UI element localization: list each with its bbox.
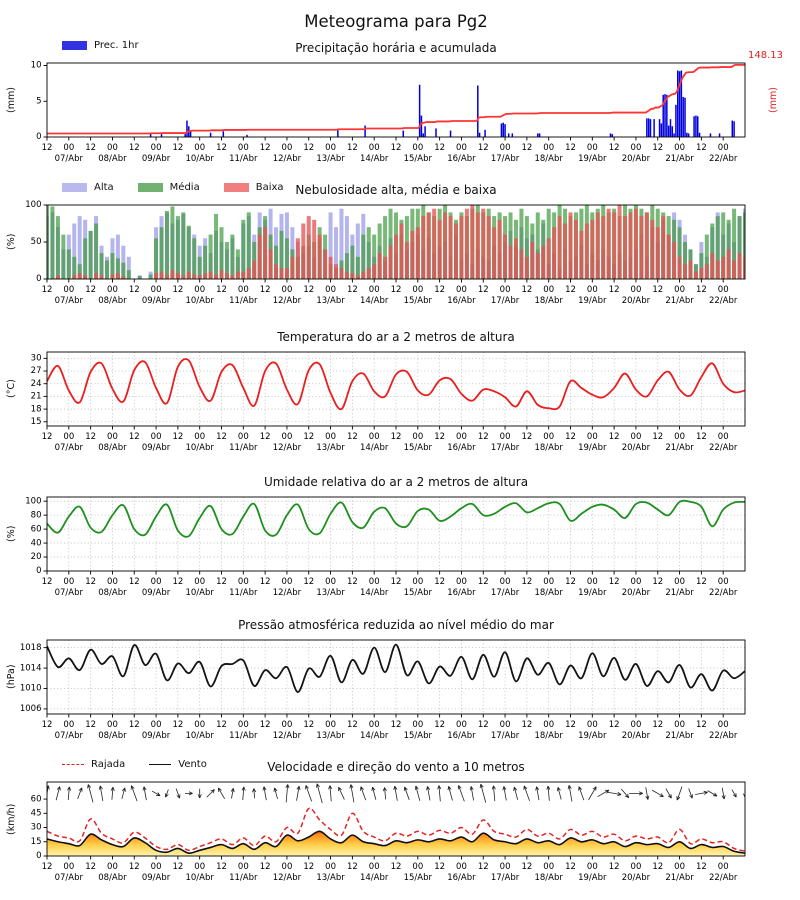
legend-item-baixa: [224, 182, 284, 193]
legend-item-alta: [62, 182, 114, 193]
vento-solid-line-icon: [149, 764, 171, 765]
legend-label-rajada: Rajada: [91, 759, 126, 770]
page-title: Meteograma para Pg2: [304, 12, 488, 31]
legend-wind: [62, 759, 207, 770]
legend-label-alta: Alta: [94, 182, 114, 193]
subplot-title-wind: Velocidade e direção do vento a 10 metros: [267, 760, 525, 774]
cloudiness-chart-canvas: [0, 197, 800, 315]
legend-label-prec-1hr: Prec. 1hr: [94, 40, 139, 51]
legend-precipitation: [62, 40, 139, 51]
media-swatch-icon: [138, 183, 163, 192]
subplot-title-precipitation: Precipitação horária e acumulada: [295, 41, 497, 55]
precipitation-chart-canvas: [0, 55, 800, 173]
baixa-swatch-icon: [224, 183, 249, 192]
subplot-title-cloudiness: Nebulosidade alta, média e baixa: [295, 183, 497, 197]
legend-item-rajada: [62, 759, 125, 770]
prec-1hr-swatch-icon: [62, 41, 87, 50]
legend-label-vento: Vento: [178, 759, 207, 770]
humidity-chart-canvas: [0, 489, 800, 607]
wind-chart-canvas: [0, 774, 800, 892]
alta-swatch-icon: [62, 183, 87, 192]
temperature-chart-canvas: [0, 344, 800, 462]
legend-item-vento: [149, 759, 207, 770]
rajada-dashed-line-icon: [62, 764, 84, 765]
legend-item-media: [138, 182, 200, 193]
pressure-chart-canvas: [0, 632, 800, 750]
legend-cloudiness: [62, 182, 284, 193]
legend-item-prec-1hr: [62, 40, 139, 51]
subplot-title-humidity: Umidade relativa do ar a 2 metros de altura: [263, 475, 529, 489]
subplot-title-pressure: Pressão atmosférica reduzida ao nível médio do mar: [238, 618, 554, 632]
legend-label-baixa: Baixa: [255, 182, 284, 193]
legend-label-media: Média: [169, 182, 200, 193]
subplot-title-temperature: Temperatura do ar a 2 metros de altura: [277, 330, 515, 344]
